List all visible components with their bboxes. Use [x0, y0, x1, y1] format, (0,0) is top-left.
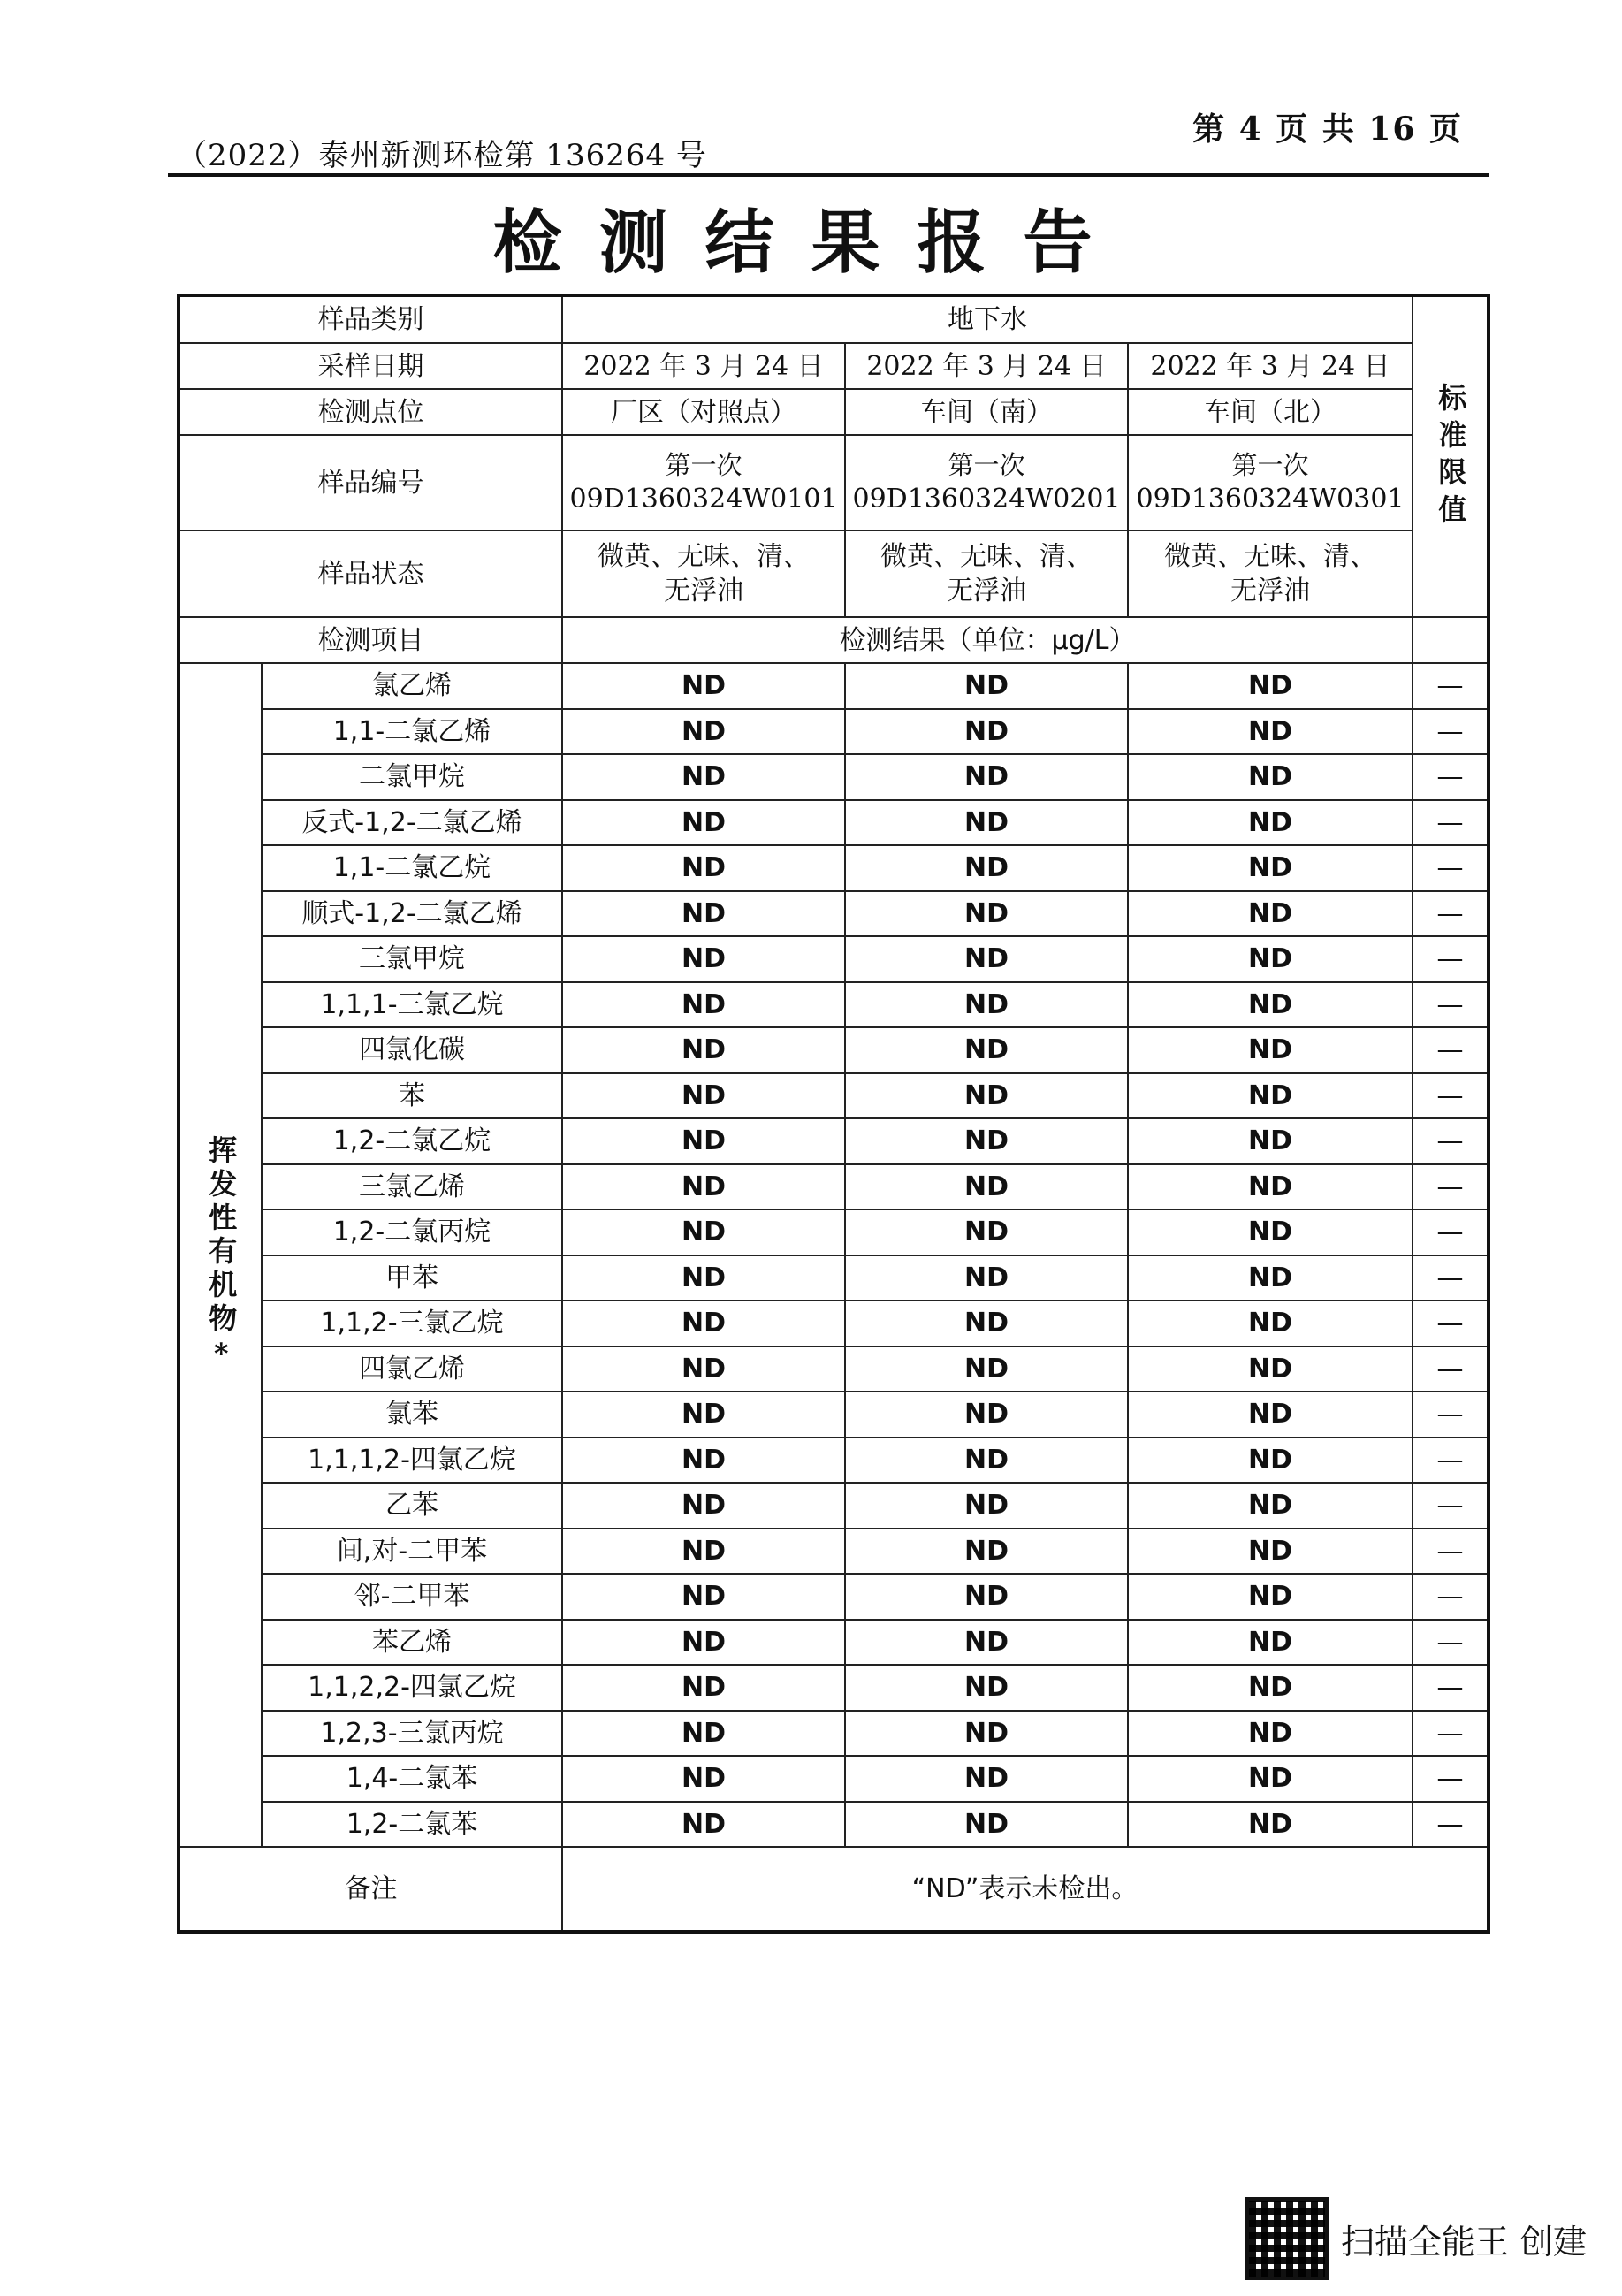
- result-value: ND: [845, 1392, 1128, 1438]
- result-value: ND: [845, 1665, 1128, 1711]
- table-row: [179, 800, 1489, 846]
- header-divider: [168, 173, 1489, 177]
- item-name: 苯: [262, 1073, 562, 1119]
- table-row: [179, 1438, 1489, 1484]
- result-value: ND: [845, 1438, 1128, 1484]
- result-value: ND: [845, 1164, 1128, 1210]
- sampling-date-3: 2022 年 3 月 24 日: [1128, 343, 1413, 389]
- table-row: [179, 1301, 1489, 1346]
- result-value: ND: [562, 1073, 845, 1119]
- remark-row: [179, 1847, 1489, 1932]
- result-value: ND: [1128, 1392, 1413, 1438]
- item-name: 氯乙烯: [262, 663, 562, 709]
- result-header-blank: [1413, 617, 1489, 663]
- standard-limit: —: [1413, 936, 1489, 982]
- result-value: ND: [845, 1209, 1128, 1255]
- standard-limit: —: [1413, 1620, 1489, 1666]
- sample-state-3: [1128, 530, 1413, 617]
- standard-limit: —: [1413, 891, 1489, 937]
- item-name: 1,1,2-三氯乙烷: [262, 1301, 562, 1346]
- standard-limit: —: [1413, 1711, 1489, 1757]
- standard-limit: —: [1413, 1164, 1489, 1210]
- result-value: ND: [1128, 1802, 1413, 1848]
- table-row: [179, 845, 1489, 891]
- result-value: ND: [1128, 709, 1413, 755]
- sample-id-3: [1128, 435, 1413, 530]
- result-value: ND: [562, 891, 845, 937]
- table-row: [179, 1756, 1489, 1802]
- result-value: ND: [1128, 982, 1413, 1028]
- result-value: ND: [1128, 1574, 1413, 1620]
- item-name: 1,1-二氯乙烯: [262, 709, 562, 755]
- category-label: 挥发性有机物*: [204, 1134, 239, 1376]
- item-name: 1,1,1-三氯乙烷: [262, 982, 562, 1028]
- sample-state-line: 无浮油: [1230, 576, 1310, 606]
- item-name: 1,2-二氯苯: [262, 1802, 562, 1848]
- item-name: 1,2,3-三氯丙烷: [262, 1711, 562, 1757]
- result-value: ND: [845, 1346, 1128, 1392]
- sample-state-label: 样品状态: [179, 530, 562, 617]
- table-row: [179, 1073, 1489, 1119]
- item-name: 苯乙烯: [262, 1620, 562, 1666]
- table-row: [179, 936, 1489, 982]
- table-row: [179, 663, 1489, 709]
- standard-limit: —: [1413, 709, 1489, 755]
- table-row: [179, 1711, 1489, 1757]
- result-value: ND: [1128, 1118, 1413, 1164]
- result-value: ND: [562, 1665, 845, 1711]
- result-value: ND: [562, 1529, 845, 1575]
- sampling-date-label: 采样日期: [179, 343, 562, 389]
- result-value: ND: [1128, 754, 1413, 800]
- sample-code: 09D1360324W0301: [1136, 484, 1405, 515]
- result-value: ND: [1128, 1255, 1413, 1301]
- result-value: ND: [562, 800, 845, 846]
- standard-limit: —: [1413, 1301, 1489, 1346]
- standard-limit: —: [1413, 1346, 1489, 1392]
- standard-limit: —: [1413, 800, 1489, 846]
- result-value: ND: [845, 982, 1128, 1028]
- result-value: ND: [562, 663, 845, 709]
- standard-limit: —: [1413, 1483, 1489, 1529]
- location-2: 车间（南）: [845, 389, 1128, 435]
- table-row: [179, 1118, 1489, 1164]
- result-value: ND: [562, 936, 845, 982]
- result-value: ND: [562, 1164, 845, 1210]
- result-value: ND: [1128, 1346, 1413, 1392]
- standard-limit: —: [1413, 1802, 1489, 1848]
- sample-state-line: 微黄、无味、清、: [598, 541, 810, 572]
- table-row: [179, 1346, 1489, 1392]
- result-value: ND: [1128, 891, 1413, 937]
- item-name: 顺式-1,2-二氯乙烯: [262, 891, 562, 937]
- result-value: ND: [845, 709, 1128, 755]
- standard-limit: —: [1413, 754, 1489, 800]
- result-value: ND: [845, 754, 1128, 800]
- item-name: 1,1-二氯乙烷: [262, 845, 562, 891]
- result-value: ND: [845, 1118, 1128, 1164]
- standard-limit: —: [1413, 1756, 1489, 1802]
- standard-limit: —: [1413, 663, 1489, 709]
- standard-limit: —: [1413, 1255, 1489, 1301]
- table-row: [179, 1483, 1489, 1529]
- result-value: ND: [1128, 1438, 1413, 1484]
- location-1: 厂区（对照点）: [562, 389, 845, 435]
- remark-text: “ND”表示未检出。: [562, 1847, 1489, 1932]
- table-row: [179, 1027, 1489, 1073]
- result-value: ND: [562, 709, 845, 755]
- item-name: 1,2-二氯丙烷: [262, 1209, 562, 1255]
- sample-state-1: [562, 530, 845, 617]
- standard-limit: —: [1413, 1073, 1489, 1119]
- item-name: 四氯乙烯: [262, 1346, 562, 1392]
- result-value: ND: [1128, 1529, 1413, 1575]
- result-value: ND: [562, 1301, 845, 1346]
- item-name: 三氯乙烯: [262, 1164, 562, 1210]
- std-limit-header: 标准限值: [1413, 295, 1489, 617]
- sample-id-1: [562, 435, 845, 530]
- table-row: [179, 1529, 1489, 1575]
- sample-state-line: 微黄、无味、清、: [880, 541, 1093, 572]
- sample-state-line: 微黄、无味、清、: [1164, 541, 1376, 572]
- item-name: 四氯化碳: [262, 1027, 562, 1073]
- qr-code-icon: [1245, 2197, 1329, 2280]
- item-name: 二氯甲烷: [262, 754, 562, 800]
- result-value: ND: [1128, 663, 1413, 709]
- result-value: ND: [845, 891, 1128, 937]
- result-value: ND: [1128, 1209, 1413, 1255]
- sampling-date-2: 2022 年 3 月 24 日: [845, 343, 1128, 389]
- table-row: [179, 754, 1489, 800]
- standard-limit: —: [1413, 1209, 1489, 1255]
- item-name: 1,1,2,2-四氯乙烷: [262, 1665, 562, 1711]
- remark-label: 备注: [179, 1847, 562, 1932]
- result-value: ND: [1128, 1027, 1413, 1073]
- sample-round: 第一次: [665, 449, 742, 480]
- result-value: ND: [562, 1574, 845, 1620]
- page-title: 检测结果报告: [492, 203, 1130, 283]
- item-name: 1,1,1,2-四氯乙烷: [262, 1438, 562, 1484]
- sample-state-line: 无浮油: [664, 576, 743, 606]
- location-label: 检测点位: [179, 389, 562, 435]
- result-value: ND: [562, 1209, 845, 1255]
- result-value: ND: [1128, 1164, 1413, 1210]
- result-value: ND: [562, 1392, 845, 1438]
- item-name: 甲苯: [262, 1255, 562, 1301]
- result-value: ND: [562, 1711, 845, 1757]
- result-value: ND: [845, 1529, 1128, 1575]
- item-name: 三氯甲烷: [262, 936, 562, 982]
- sample-id-2: [845, 435, 1128, 530]
- result-value: ND: [1128, 1711, 1413, 1757]
- item-name: 1,2-二氯乙烷: [262, 1118, 562, 1164]
- table-row: [179, 709, 1489, 755]
- result-value: ND: [562, 1802, 845, 1848]
- result-value: ND: [562, 1255, 845, 1301]
- result-value: ND: [1128, 1073, 1413, 1119]
- sample-type-label: 样品类别: [179, 295, 562, 343]
- sample-state-2: [845, 530, 1128, 617]
- standard-limit: —: [1413, 1392, 1489, 1438]
- standard-limit: —: [1413, 845, 1489, 891]
- table-row: [179, 1392, 1489, 1438]
- standard-limit: —: [1413, 1118, 1489, 1164]
- result-value: ND: [845, 1620, 1128, 1666]
- sampling-date-row: [179, 343, 1489, 389]
- sample-code: 09D1360324W0101: [569, 484, 838, 515]
- result-value: ND: [1128, 800, 1413, 846]
- result-value: ND: [845, 1255, 1128, 1301]
- item-name: 氯苯: [262, 1392, 562, 1438]
- standard-limit: —: [1413, 1529, 1489, 1575]
- result-value: ND: [1128, 845, 1413, 891]
- standard-limit: —: [1413, 1574, 1489, 1620]
- item-name: 邻-二甲苯: [262, 1574, 562, 1620]
- scanner-text: 扫描全能王 创建: [1340, 2222, 1587, 2262]
- sampling-date-1: 2022 年 3 月 24 日: [562, 343, 845, 389]
- result-value: ND: [1128, 1620, 1413, 1666]
- sample-type-value: 地下水: [562, 295, 1413, 343]
- result-value: ND: [1128, 1301, 1413, 1346]
- result-value: ND: [845, 800, 1128, 846]
- table-row: [179, 1574, 1489, 1620]
- sample-code: 09D1360324W0201: [852, 484, 1121, 515]
- result-value: ND: [562, 1483, 845, 1529]
- result-header: 检测结果（单位：μg/L）: [562, 617, 1413, 663]
- result-value: ND: [845, 1574, 1128, 1620]
- result-value: ND: [845, 1027, 1128, 1073]
- result-value: ND: [1128, 1665, 1413, 1711]
- scanner-watermark: [1245, 2197, 1587, 2280]
- result-header-row: [179, 617, 1489, 663]
- location-3: 车间（北）: [1128, 389, 1413, 435]
- result-value: ND: [845, 1073, 1128, 1119]
- table-row: [179, 1665, 1489, 1711]
- report-number: （2022）泰州新测环检第 136264 号: [177, 138, 707, 173]
- standard-limit: —: [1413, 1027, 1489, 1073]
- result-value: ND: [562, 1438, 845, 1484]
- location-row: [179, 389, 1489, 435]
- result-value: ND: [845, 1802, 1128, 1848]
- category-cell: [179, 663, 262, 1847]
- table-row: [179, 1620, 1489, 1666]
- result-value: ND: [845, 1301, 1128, 1346]
- table-row: [179, 1255, 1489, 1301]
- table-row: [179, 1802, 1489, 1848]
- sample-round: 第一次: [948, 449, 1025, 480]
- result-value: ND: [562, 1620, 845, 1666]
- item-name: 1,4-二氯苯: [262, 1756, 562, 1802]
- table-row: [179, 1209, 1489, 1255]
- item-name: 反式-1,2-二氯乙烯: [262, 800, 562, 846]
- sample-state-line: 无浮油: [947, 576, 1026, 606]
- result-value: ND: [845, 936, 1128, 982]
- table-row: [179, 1164, 1489, 1210]
- standard-limit: —: [1413, 1665, 1489, 1711]
- table-row: [179, 891, 1489, 937]
- result-value: ND: [845, 663, 1128, 709]
- item-label: 检测项目: [179, 617, 562, 663]
- results-table: [177, 294, 1490, 1934]
- standard-limit: —: [1413, 1438, 1489, 1484]
- result-value: ND: [1128, 1483, 1413, 1529]
- standard-limit: —: [1413, 982, 1489, 1028]
- result-value: ND: [845, 1711, 1128, 1757]
- page-info: 第 4 页 共 16 页: [1192, 111, 1463, 148]
- sample-id-row: [179, 435, 1489, 530]
- result-value: ND: [562, 754, 845, 800]
- result-value: ND: [845, 1756, 1128, 1802]
- result-value: ND: [562, 982, 845, 1028]
- result-value: ND: [562, 1346, 845, 1392]
- item-name: 乙苯: [262, 1483, 562, 1529]
- result-value: ND: [562, 1756, 845, 1802]
- result-value: ND: [845, 845, 1128, 891]
- result-value: ND: [562, 845, 845, 891]
- result-value: ND: [562, 1027, 845, 1073]
- result-value: ND: [562, 1118, 845, 1164]
- result-value: ND: [845, 1483, 1128, 1529]
- result-value: ND: [1128, 1756, 1413, 1802]
- table-row: [179, 982, 1489, 1028]
- item-name: 间,对-二甲苯: [262, 1529, 562, 1575]
- sample-state-row: [179, 530, 1489, 617]
- sample-round: 第一次: [1231, 449, 1309, 480]
- sample-id-label: 样品编号: [179, 435, 562, 530]
- result-value: ND: [1128, 936, 1413, 982]
- sample-type-row: [179, 295, 1489, 343]
